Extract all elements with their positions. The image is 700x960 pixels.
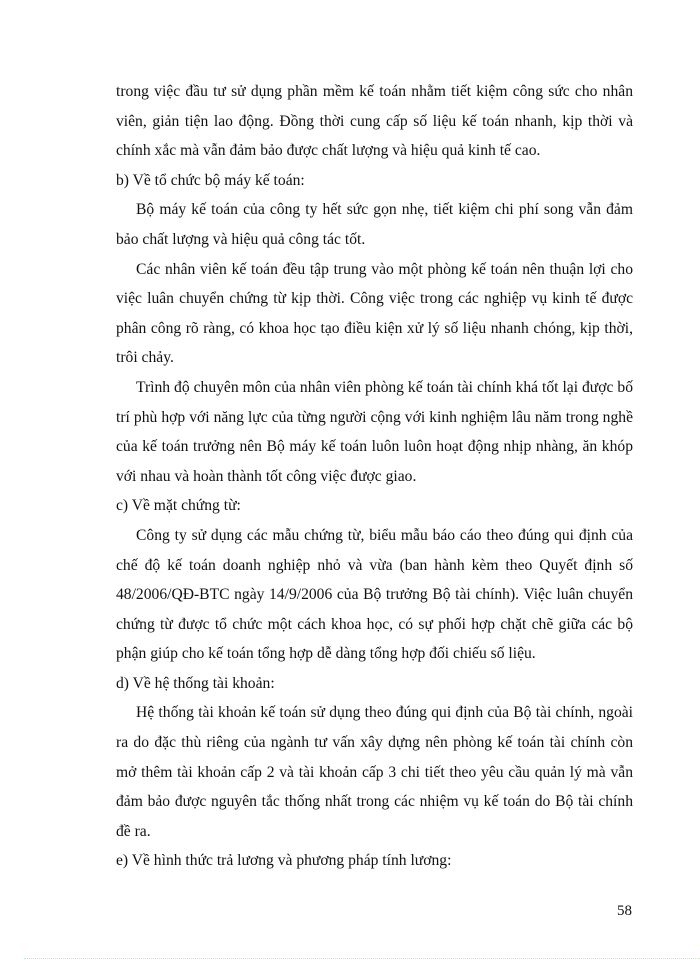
section-heading-b: b) Về tổ chức bộ máy kế toán: bbox=[116, 171, 305, 189]
paragraph: Công ty sử dụng các mẫu chứng từ, biểu mẫu báo cáo theo đúng qui định của chế độ kế toán doanh nghiệp nhỏ và vừa (ban hành kèm theo Quyết định số 48/2006/QĐ-BTC ngày 14/9/2006 của Bộ trưởng Bộ tài chính). Việc luân chuyển chứng từ được tổ chức một cách khoa học, có sự phối hợp chặt chẽ giữa các bộ phận giúp cho kế toán tổng hợp dễ dàng tổng hợp đối chiếu số liệu. bbox=[116, 526, 633, 663]
body-text bbox=[116, 77, 633, 876]
paragraph-continuation: trong việc đầu tư sử dụng phần mềm kế toán nhằm tiết kiệm công sức cho nhân viên, giản tiện lao động. Đồng thời cung cấp số liệu kế toán nhanh, kịp thời và chính xắc mà vẫn đảm bảo được chất lượng và hiệu quả kinh tế cao. bbox=[116, 83, 633, 160]
paragraph: Trình độ chuyên môn của nhân viên phòng kế toán tài chính khá tốt lại được bố trí phù hợp với năng lực của từng người cộng với kinh nghiệm lâu năm trong nghề của kế toán trưởng nên Bộ máy kế toán luôn luôn hoạt động nhịp nhàng, ăn khóp với nhau và hoàn thành tốt công việc được giao. bbox=[116, 378, 633, 485]
paragraph: Các nhân viên kế toán đều tập trung vào một phòng kế toán nên thuận lợi cho việc luân chuyển chứng từ kịp thời. Công việc trong các nghiệp vụ kinh tế được phân công rõ ràng, có khoa học tạo điều kiện xử lý số liệu nhanh chóng, kịp thời, trôi chảy. bbox=[116, 260, 633, 367]
paragraph: Hệ thống tài khoản kế toán sử dụng theo đúng qui định của Bộ tài chính, ngoài ra do đặc thù riêng của ngành tư vấn xây dựng nên phòng kế toán tài chính còn mở thêm tài khoản cấp 2 và tài khoản cấp 3 chi tiết theo yêu cầu quản lý mà vẫn đảm bảo được nguyên tắc thống nhất trong các nhiệm vụ kế toán do Bộ tài chính đề ra. bbox=[116, 704, 633, 840]
section-heading-c: c) Về mặt chứng từ: bbox=[116, 497, 241, 515]
page-number: 58 bbox=[617, 903, 632, 919]
section-heading-e: e) Về hình thức trả lương và phương pháp tính lương: bbox=[116, 852, 452, 870]
footer-divider bbox=[24, 958, 700, 959]
section-heading-d: d) Về hệ thống tài khoản: bbox=[116, 674, 275, 692]
paragraph: Bộ máy kế toán của công ty hết sức gọn nhẹ, tiết kiệm chi phí song vẫn đảm bảo chất lượng và hiệu quả công tác tốt. bbox=[116, 201, 633, 248]
